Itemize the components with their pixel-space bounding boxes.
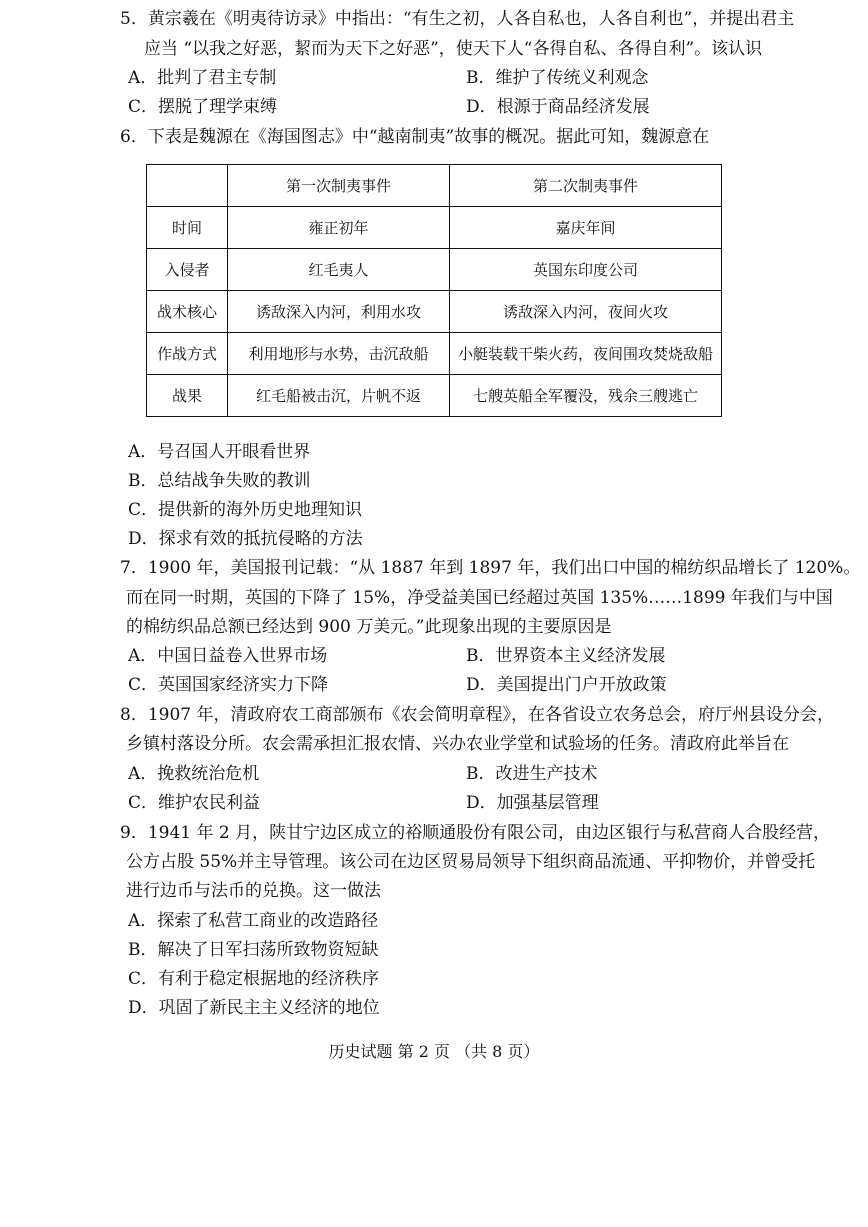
- q7-option-d: D．美国提出门户开放政策: [466, 675, 667, 695]
- q9-stem-line1: 9．1941 年 2 月，陕甘宁边区成立的裕顺通股份有限公司，由边区银行与私营商人合股经营，: [120, 823, 831, 843]
- q6-option-a: A．号召国人开眼看世界: [128, 442, 311, 462]
- q6-table: [146, 164, 722, 417]
- table-row: [147, 249, 722, 291]
- table-cell: 利用地形与水势，击沉敌船: [228, 333, 450, 375]
- q8-stem-line2: 乡镇村落设分所。农会需承担汇报农情、兴办农业学堂和试验场的任务。清政府此举旨在: [126, 734, 789, 754]
- table-cell: 战术核心: [147, 291, 228, 333]
- table-row: [147, 375, 722, 417]
- table-row: [147, 333, 722, 375]
- table-cell: 英国东印度公司: [450, 249, 722, 291]
- q6-option-b: B．总结战争失败的教训: [128, 471, 311, 491]
- q8-option-b: B．改进生产技术: [466, 764, 598, 784]
- table-header-cell: 第一次制夷事件: [228, 165, 450, 207]
- q5-stem-line2: 应当 “以我之好恶，絜而为天下之好恶”，使天下人“各得自私、各得自利”。该认识: [144, 39, 763, 59]
- table-cell: 诱敌深入内河，夜间火攻: [450, 291, 722, 333]
- q6-option-d: D．探求有效的抵抗侵略的方法: [128, 529, 363, 549]
- q7-option-a: A．中国日益卷入世界市场: [128, 646, 328, 666]
- table-cell: 嘉庆年间: [450, 207, 722, 249]
- q7-option-b: B．世界资本主义经济发展: [466, 646, 666, 666]
- table-cell: 诱敌深入内河，利用水攻: [228, 291, 450, 333]
- table-cell: 七艘英船全军覆没，残余三艘逃亡: [450, 375, 722, 417]
- q5-option-d: D．根源于商品经济发展: [466, 97, 650, 117]
- q7-stem-line1: 7．1900 年，美国报刊记载：“从 1887 年到 1897 年，我们出口中国的棉纺织品增长了 120%。: [120, 558, 861, 578]
- q9-option-b: B．解决了日军扫荡所致物资短缺: [128, 940, 379, 960]
- q8-stem-line1: 8．1907 年，清政府农工商部颁布《农会简明章程》，在各省设立农务总会，府厅州县设分会，: [120, 705, 834, 725]
- q8-option-d: D．加强基层管理: [466, 793, 599, 813]
- q5-option-c: C．摆脱了理学束缚: [128, 97, 278, 117]
- q8-option-a: A．挽救统治危机: [128, 764, 260, 784]
- q9-stem-line2: 公方占股 55%并主导管理。该公司在边区贸易局领导下组织商品流通、平抑物价，并曾受托: [126, 852, 816, 872]
- q7-option-c: C．英国国家经济实力下降: [128, 675, 329, 695]
- q6-stem-line1: 6．下表是魏源在《海国图志》中“越南制夷”故事的概况。据此可知，魏源意在: [120, 127, 710, 147]
- q5-stem-line1: 5．黄宗羲在《明夷待访录》中指出：“有生之初，人各自私也，人各自利也”，并提出君主: [120, 9, 795, 29]
- q5-option-b: B．维护了传统义利观念: [466, 68, 649, 88]
- table-cell: 时间: [147, 207, 228, 249]
- q9-option-d: D．巩固了新民主主义经济的地位: [128, 998, 380, 1018]
- q6-option-c: C．提供新的海外历史地理知识: [128, 500, 363, 520]
- table-cell: 小艇装载干柴火药，夜间围攻焚烧敌船: [450, 333, 722, 375]
- q5-option-a: A．批判了君主专制: [128, 68, 277, 88]
- table-cell: 战果: [147, 375, 228, 417]
- q7-stem-line3: 的棉纺织品总额已经达到 900 万美元。”此现象出现的主要原因是: [126, 617, 612, 637]
- page-footer: 历史试题 第 2 页 （共 8 页）: [328, 1042, 540, 1061]
- table-row: [147, 207, 722, 249]
- table-cell: 红毛夷人: [228, 249, 450, 291]
- table-cell: 红毛船被击沉，片帆不返: [228, 375, 450, 417]
- q9-option-a: A．探索了私营工商业的改造路径: [128, 911, 379, 931]
- q7-stem-line2: 而在同一时期，英国的下降了 15%，净受益美国已经超过英国 135%……1899 年我们与中国: [126, 588, 833, 608]
- table-header-cell: [147, 165, 228, 207]
- table-cell: 作战方式: [147, 333, 228, 375]
- table-cell: 入侵者: [147, 249, 228, 291]
- table-row: [147, 291, 722, 333]
- q9-option-c: C．有利于稳定根据地的经济秩序: [128, 969, 380, 989]
- q9-stem-line3: 进行边币与法币的兑换。这一做法: [126, 881, 381, 901]
- table-header-cell: 第二次制夷事件: [450, 165, 722, 207]
- table-header-row: [147, 165, 722, 207]
- q8-option-c: C．维护农民利益: [128, 793, 261, 813]
- table-cell: 雍正初年: [228, 207, 450, 249]
